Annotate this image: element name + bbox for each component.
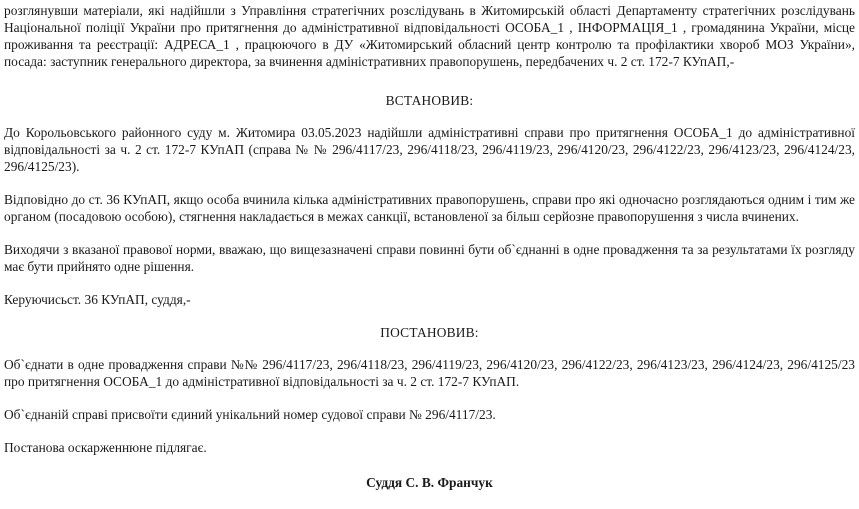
- established-paragraph-2: Відповідно до ст. 36 КУпАП, якщо особа вчинила кілька адміністративних правопорушень, справи про які одночасно розглядаються одним і тим же органом (посадовою особою), стягнення накладається в межах санкції, встановленої за більш серйозне правопорушення з числа вчинених.: [4, 192, 855, 224]
- judge-signature: Суддя С. В. Франчук: [366, 475, 493, 490]
- heading-established: ВСТАНОВИВ:: [385, 93, 474, 108]
- established-paragraph-3: Виходячи з вказаної правової норми, вважаю, що вищезазначені справи повинні бути об`єднанні в одне провадження та за результатами їх розгляду має бути прийнято одне рішення.: [4, 242, 855, 274]
- guided-by-paragraph: Керуючисьст. 36 КУпАП, суддя,-: [4, 292, 191, 307]
- established-paragraph-1: До Корольовського районного суду м. Житомира 03.05.2023 надійшли адміністративні справи про притягнення ОСОБА_1 до адміністративної відповідальності за ч. 2 ст. 172-7 КУпАП (справа № № 296/4117/23, 296/4118/23, 296/4119/23, 296/4120/23, 296/4122/23, 296/4123/23, 296/4124/23, 296/4125/23).: [4, 125, 855, 174]
- intro-paragraph: розглянувши матеріали, які надійшли з Управління стратегічних розслідувань в Житомирській області Департаменту стратегічних розслідувань Національної поліції України про притягнення до адміністративної відповідальності ОСОБА_1 , ІНФОРМАЦІЯ_1 , громадянина України, місце проживання та реєстрації: АДРЕСА_1 , працюючого в ДУ «Житомирський обласний центр контролю та профілактики хвороб МОЗ України», посада: заступник генерального директора, за вчинення адміністративних правопорушень, передбачених ч. 2 ст. 172-7 КУпАП,-: [4, 3, 855, 69]
- heading-resolved: ПОСТАНОВИВ:: [380, 325, 479, 340]
- resolved-paragraph-1: Об`єднати в одне провадження справи №№ 296/4117/23, 296/4118/23, 296/4119/23, 296/4120/23, 296/4122/23, 296/4123/23, 296/4124/23, 296/4125/23 про притягнення ОСОБА_1 до адміністративної відповідальності за ч. 2 ст. 172-7 КУпАП.: [4, 357, 855, 389]
- resolved-paragraph-3: Постанова оскарженнюне підлягає.: [4, 440, 207, 455]
- resolved-paragraph-2: Об`єднаній справі присвоїти єдиний унікальний номер судової справи № 296/4117/23.: [4, 407, 496, 422]
